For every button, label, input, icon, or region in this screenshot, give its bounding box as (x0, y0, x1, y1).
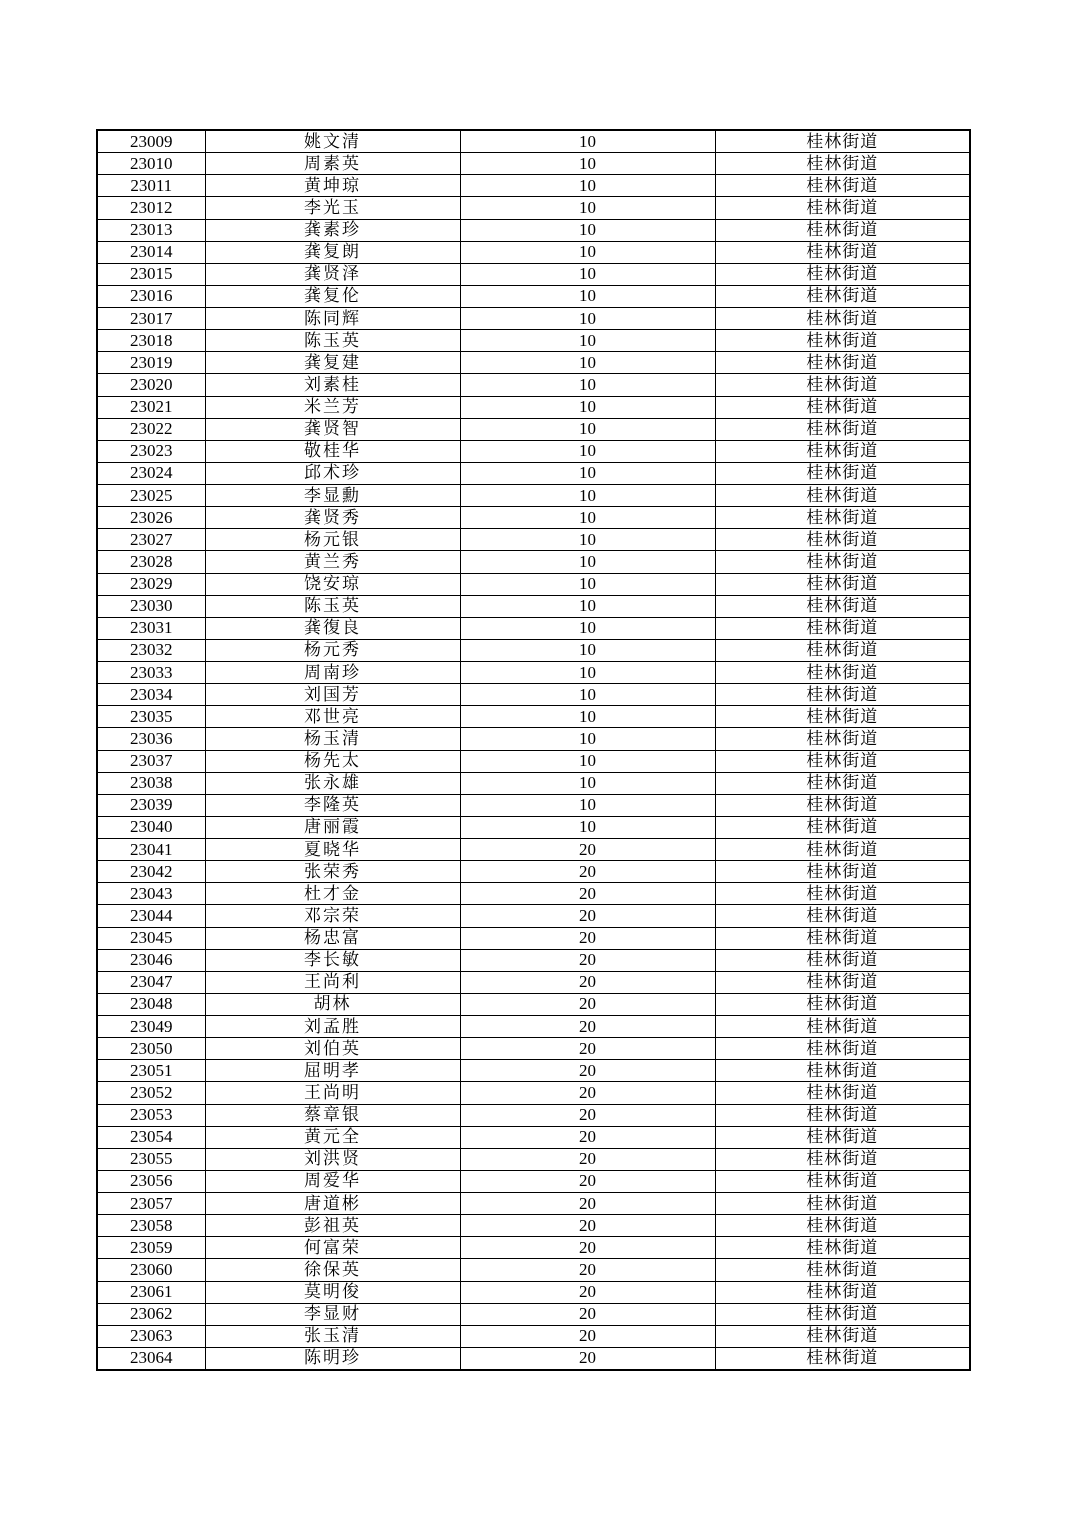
cell-district: 桂林街道 (715, 1038, 970, 1060)
table-row (97, 1170, 970, 1192)
cell-amount: 20 (460, 839, 715, 861)
table-row (97, 308, 970, 330)
cell-id: 23035 (97, 706, 205, 728)
cell-district: 桂林街道 (715, 1060, 970, 1082)
cell-amount: 10 (460, 507, 715, 529)
cell-district: 桂林街道 (715, 1104, 970, 1126)
cell-amount: 20 (460, 1148, 715, 1170)
table-row (97, 861, 970, 883)
cell-name: 黄兰秀 (205, 551, 460, 573)
table-row (97, 263, 970, 285)
cell-amount: 20 (460, 861, 715, 883)
table-row (97, 993, 970, 1015)
cell-name: 张玉清 (205, 1325, 460, 1347)
table-row (97, 529, 970, 551)
table-row (97, 883, 970, 905)
cell-district: 桂林街道 (715, 794, 970, 816)
cell-amount: 20 (460, 1038, 715, 1060)
cell-id: 23049 (97, 1016, 205, 1038)
cell-id: 23029 (97, 573, 205, 595)
cell-district: 桂林街道 (715, 639, 970, 661)
table-row (97, 352, 970, 374)
table-row (97, 1060, 970, 1082)
table-row (97, 1325, 970, 1347)
table-row (97, 595, 970, 617)
table-row (97, 971, 970, 993)
cell-name: 姚文清 (205, 130, 460, 153)
table-row (97, 175, 970, 197)
cell-district: 桂林街道 (715, 617, 970, 639)
cell-id: 23062 (97, 1303, 205, 1325)
cell-name: 黄坤琼 (205, 175, 460, 197)
cell-name: 龚復良 (205, 617, 460, 639)
cell-id: 23038 (97, 772, 205, 794)
cell-id: 23040 (97, 816, 205, 838)
cell-district: 桂林街道 (715, 551, 970, 573)
cell-id: 23054 (97, 1126, 205, 1148)
table-row (97, 1281, 970, 1303)
cell-name: 唐丽霞 (205, 816, 460, 838)
cell-name: 陈同辉 (205, 308, 460, 330)
cell-name: 彭祖英 (205, 1215, 460, 1237)
table-row (97, 551, 970, 573)
cell-district: 桂林街道 (715, 971, 970, 993)
cell-name: 龚贤泽 (205, 263, 460, 285)
cell-id: 23011 (97, 175, 205, 197)
cell-amount: 10 (460, 794, 715, 816)
cell-amount: 10 (460, 529, 715, 551)
cell-amount: 10 (460, 440, 715, 462)
cell-district: 桂林街道 (715, 706, 970, 728)
cell-name: 龚贤智 (205, 418, 460, 440)
cell-name: 李长敏 (205, 949, 460, 971)
cell-district: 桂林街道 (715, 728, 970, 750)
cell-district: 桂林街道 (715, 927, 970, 949)
cell-name: 周南珍 (205, 662, 460, 684)
table-row (97, 573, 970, 595)
cell-district: 桂林街道 (715, 949, 970, 971)
cell-district: 桂林街道 (715, 1126, 970, 1148)
cell-id: 23017 (97, 308, 205, 330)
cell-id: 23036 (97, 728, 205, 750)
table-row (97, 330, 970, 352)
cell-id: 23050 (97, 1038, 205, 1060)
cell-amount: 10 (460, 750, 715, 772)
table-row (97, 374, 970, 396)
cell-id: 23061 (97, 1281, 205, 1303)
table-row (97, 1215, 970, 1237)
cell-district: 桂林街道 (715, 130, 970, 153)
cell-id: 23059 (97, 1237, 205, 1259)
cell-id: 23028 (97, 551, 205, 573)
table-row (97, 1126, 970, 1148)
cell-district: 桂林街道 (715, 993, 970, 1015)
cell-name: 邱术珍 (205, 462, 460, 484)
cell-id: 23060 (97, 1259, 205, 1281)
cell-district: 桂林街道 (715, 1259, 970, 1281)
cell-id: 23064 (97, 1347, 205, 1370)
cell-amount: 10 (460, 396, 715, 418)
cell-district: 桂林街道 (715, 883, 970, 905)
cell-amount: 10 (460, 418, 715, 440)
cell-amount: 10 (460, 728, 715, 750)
cell-name: 刘孟胜 (205, 1016, 460, 1038)
table-row (97, 418, 970, 440)
table-row (97, 285, 970, 307)
cell-amount: 10 (460, 485, 715, 507)
cell-district: 桂林街道 (715, 595, 970, 617)
cell-amount: 20 (460, 1104, 715, 1126)
table-row (97, 1038, 970, 1060)
cell-district: 桂林街道 (715, 684, 970, 706)
cell-amount: 10 (460, 352, 715, 374)
cell-district: 桂林街道 (715, 1325, 970, 1347)
cell-district: 桂林街道 (715, 1148, 970, 1170)
cell-district: 桂林街道 (715, 573, 970, 595)
cell-id: 23012 (97, 197, 205, 219)
cell-amount: 10 (460, 130, 715, 153)
cell-name: 刘国芳 (205, 684, 460, 706)
cell-name: 米兰芳 (205, 396, 460, 418)
cell-district: 桂林街道 (715, 462, 970, 484)
cell-district: 桂林街道 (715, 418, 970, 440)
cell-amount: 20 (460, 949, 715, 971)
cell-name: 李显勳 (205, 485, 460, 507)
cell-amount: 20 (460, 1237, 715, 1259)
cell-id: 23042 (97, 861, 205, 883)
cell-id: 23023 (97, 440, 205, 462)
cell-amount: 10 (460, 330, 715, 352)
cell-id: 23043 (97, 883, 205, 905)
cell-district: 桂林街道 (715, 1170, 970, 1192)
cell-district: 桂林街道 (715, 507, 970, 529)
cell-amount: 10 (460, 374, 715, 396)
table-row (97, 1347, 970, 1370)
cell-district: 桂林街道 (715, 1347, 970, 1370)
cell-amount: 10 (460, 285, 715, 307)
cell-id: 23053 (97, 1104, 205, 1126)
cell-amount: 20 (460, 1126, 715, 1148)
cell-id: 23055 (97, 1148, 205, 1170)
cell-district: 桂林街道 (715, 485, 970, 507)
cell-amount: 10 (460, 263, 715, 285)
cell-amount: 10 (460, 639, 715, 661)
cell-amount: 10 (460, 595, 715, 617)
cell-name: 杨元银 (205, 529, 460, 551)
cell-name: 张荣秀 (205, 861, 460, 883)
cell-name: 龚素珍 (205, 219, 460, 241)
cell-district: 桂林街道 (715, 1193, 970, 1215)
cell-name: 李显财 (205, 1303, 460, 1325)
cell-name: 王尚明 (205, 1082, 460, 1104)
cell-amount: 10 (460, 573, 715, 595)
cell-id: 23030 (97, 595, 205, 617)
cell-amount: 10 (460, 153, 715, 175)
table-row (97, 662, 970, 684)
cell-name: 杨玉清 (205, 728, 460, 750)
cell-name: 陈明珍 (205, 1347, 460, 1370)
cell-name: 龚贤秀 (205, 507, 460, 529)
cell-amount: 20 (460, 905, 715, 927)
cell-amount: 10 (460, 551, 715, 573)
cell-name: 莫明俊 (205, 1281, 460, 1303)
cell-district: 桂林街道 (715, 285, 970, 307)
cell-name: 邓世亮 (205, 706, 460, 728)
cell-district: 桂林街道 (715, 1303, 970, 1325)
cell-name: 胡林 (205, 993, 460, 1015)
cell-name: 周素英 (205, 153, 460, 175)
cell-name: 杜才金 (205, 883, 460, 905)
cell-id: 23024 (97, 462, 205, 484)
cell-id: 23039 (97, 794, 205, 816)
cell-id: 23052 (97, 1082, 205, 1104)
cell-id: 23044 (97, 905, 205, 927)
table-row (97, 197, 970, 219)
cell-amount: 10 (460, 617, 715, 639)
cell-id: 23014 (97, 241, 205, 263)
table-row (97, 1016, 970, 1038)
cell-amount: 20 (460, 993, 715, 1015)
cell-district: 桂林街道 (715, 374, 970, 396)
table-row (97, 706, 970, 728)
cell-district: 桂林街道 (715, 529, 970, 551)
cell-id: 23019 (97, 352, 205, 374)
cell-id: 23010 (97, 153, 205, 175)
table-row (97, 728, 970, 750)
cell-name: 杨先太 (205, 750, 460, 772)
table-row (97, 1259, 970, 1281)
cell-district: 桂林街道 (715, 1082, 970, 1104)
cell-district: 桂林街道 (715, 1016, 970, 1038)
cell-id: 23051 (97, 1060, 205, 1082)
cell-amount: 20 (460, 1016, 715, 1038)
cell-id: 23021 (97, 396, 205, 418)
cell-name: 黄元全 (205, 1126, 460, 1148)
cell-id: 23046 (97, 949, 205, 971)
cell-district: 桂林街道 (715, 750, 970, 772)
cell-name: 杨忠富 (205, 927, 460, 949)
cell-id: 23058 (97, 1215, 205, 1237)
table-row (97, 241, 970, 263)
cell-amount: 20 (460, 1303, 715, 1325)
cell-amount: 10 (460, 197, 715, 219)
cell-district: 桂林街道 (715, 1281, 970, 1303)
cell-id: 23056 (97, 1170, 205, 1192)
cell-district: 桂林街道 (715, 153, 970, 175)
cell-amount: 20 (460, 1215, 715, 1237)
cell-district: 桂林街道 (715, 905, 970, 927)
cell-amount: 20 (460, 1347, 715, 1370)
cell-id: 23027 (97, 529, 205, 551)
cell-amount: 10 (460, 684, 715, 706)
data-table (96, 129, 971, 1371)
cell-id: 23026 (97, 507, 205, 529)
cell-name: 杨元秀 (205, 639, 460, 661)
cell-id: 23016 (97, 285, 205, 307)
cell-name: 王尚利 (205, 971, 460, 993)
table-row (97, 1237, 970, 1259)
cell-district: 桂林街道 (715, 440, 970, 462)
cell-name: 唐道彬 (205, 1193, 460, 1215)
cell-amount: 20 (460, 1082, 715, 1104)
cell-district: 桂林街道 (715, 197, 970, 219)
cell-id: 23022 (97, 418, 205, 440)
cell-name: 屈明孝 (205, 1060, 460, 1082)
table-row (97, 927, 970, 949)
cell-amount: 10 (460, 175, 715, 197)
cell-amount: 20 (460, 1193, 715, 1215)
cell-amount: 20 (460, 1170, 715, 1192)
table-row (97, 1082, 970, 1104)
cell-amount: 20 (460, 1060, 715, 1082)
table-row (97, 794, 970, 816)
cell-id: 23025 (97, 485, 205, 507)
cell-id: 23045 (97, 927, 205, 949)
cell-amount: 20 (460, 927, 715, 949)
cell-amount: 10 (460, 308, 715, 330)
table-row (97, 905, 970, 927)
table-row (97, 130, 970, 153)
table-row (97, 949, 970, 971)
cell-name: 李隆英 (205, 794, 460, 816)
cell-name: 龚复朗 (205, 241, 460, 263)
table-row (97, 639, 970, 661)
cell-id: 23057 (97, 1193, 205, 1215)
cell-name: 刘素桂 (205, 374, 460, 396)
cell-name: 张永雄 (205, 772, 460, 794)
cell-id: 23041 (97, 839, 205, 861)
cell-name: 蔡章银 (205, 1104, 460, 1126)
table-row (97, 684, 970, 706)
cell-amount: 10 (460, 241, 715, 263)
cell-name: 敬桂华 (205, 440, 460, 462)
cell-id: 23063 (97, 1325, 205, 1347)
cell-district: 桂林街道 (715, 396, 970, 418)
cell-amount: 20 (460, 1281, 715, 1303)
cell-amount: 10 (460, 772, 715, 794)
cell-name: 李光玉 (205, 197, 460, 219)
cell-name: 龚复建 (205, 352, 460, 374)
cell-amount: 20 (460, 883, 715, 905)
table-row (97, 750, 970, 772)
cell-name: 饶安琼 (205, 573, 460, 595)
cell-id: 23047 (97, 971, 205, 993)
table-row (97, 1303, 970, 1325)
cell-name: 徐保英 (205, 1259, 460, 1281)
cell-id: 23032 (97, 639, 205, 661)
table-row (97, 507, 970, 529)
table-row (97, 816, 970, 838)
cell-name: 刘洪贤 (205, 1148, 460, 1170)
cell-name: 陈玉英 (205, 330, 460, 352)
cell-id: 23037 (97, 750, 205, 772)
cell-id: 23013 (97, 219, 205, 241)
cell-id: 23020 (97, 374, 205, 396)
cell-name: 周爱华 (205, 1170, 460, 1192)
cell-name: 龚复伦 (205, 285, 460, 307)
cell-name: 刘伯英 (205, 1038, 460, 1060)
table-row (97, 772, 970, 794)
cell-id: 23015 (97, 263, 205, 285)
cell-district: 桂林街道 (715, 772, 970, 794)
cell-id: 23009 (97, 130, 205, 153)
table-body (97, 130, 970, 1370)
cell-name: 夏晓华 (205, 839, 460, 861)
table-row (97, 839, 970, 861)
cell-id: 23033 (97, 662, 205, 684)
cell-district: 桂林街道 (715, 839, 970, 861)
cell-district: 桂林街道 (715, 861, 970, 883)
table-row (97, 440, 970, 462)
cell-district: 桂林街道 (715, 352, 970, 374)
cell-name: 邓宗荣 (205, 905, 460, 927)
cell-district: 桂林街道 (715, 263, 970, 285)
table-row (97, 617, 970, 639)
table-row (97, 153, 970, 175)
cell-amount: 20 (460, 1325, 715, 1347)
cell-district: 桂林街道 (715, 219, 970, 241)
cell-district: 桂林街道 (715, 175, 970, 197)
cell-id: 23018 (97, 330, 205, 352)
table-row (97, 485, 970, 507)
cell-district: 桂林街道 (715, 308, 970, 330)
cell-district: 桂林街道 (715, 662, 970, 684)
cell-amount: 20 (460, 971, 715, 993)
table-row (97, 1148, 970, 1170)
table-row (97, 462, 970, 484)
cell-name: 陈玉英 (205, 595, 460, 617)
table-row (97, 1193, 970, 1215)
cell-district: 桂林街道 (715, 1215, 970, 1237)
cell-district: 桂林街道 (715, 816, 970, 838)
cell-name: 何富荣 (205, 1237, 460, 1259)
cell-amount: 10 (460, 462, 715, 484)
cell-amount: 20 (460, 1259, 715, 1281)
cell-district: 桂林街道 (715, 241, 970, 263)
cell-district: 桂林街道 (715, 1237, 970, 1259)
cell-amount: 10 (460, 816, 715, 838)
cell-id: 23031 (97, 617, 205, 639)
cell-id: 23048 (97, 993, 205, 1015)
cell-amount: 10 (460, 662, 715, 684)
table-row (97, 396, 970, 418)
table-row (97, 1104, 970, 1126)
cell-district: 桂林街道 (715, 330, 970, 352)
cell-amount: 10 (460, 706, 715, 728)
cell-amount: 10 (460, 219, 715, 241)
table-row (97, 219, 970, 241)
cell-id: 23034 (97, 684, 205, 706)
